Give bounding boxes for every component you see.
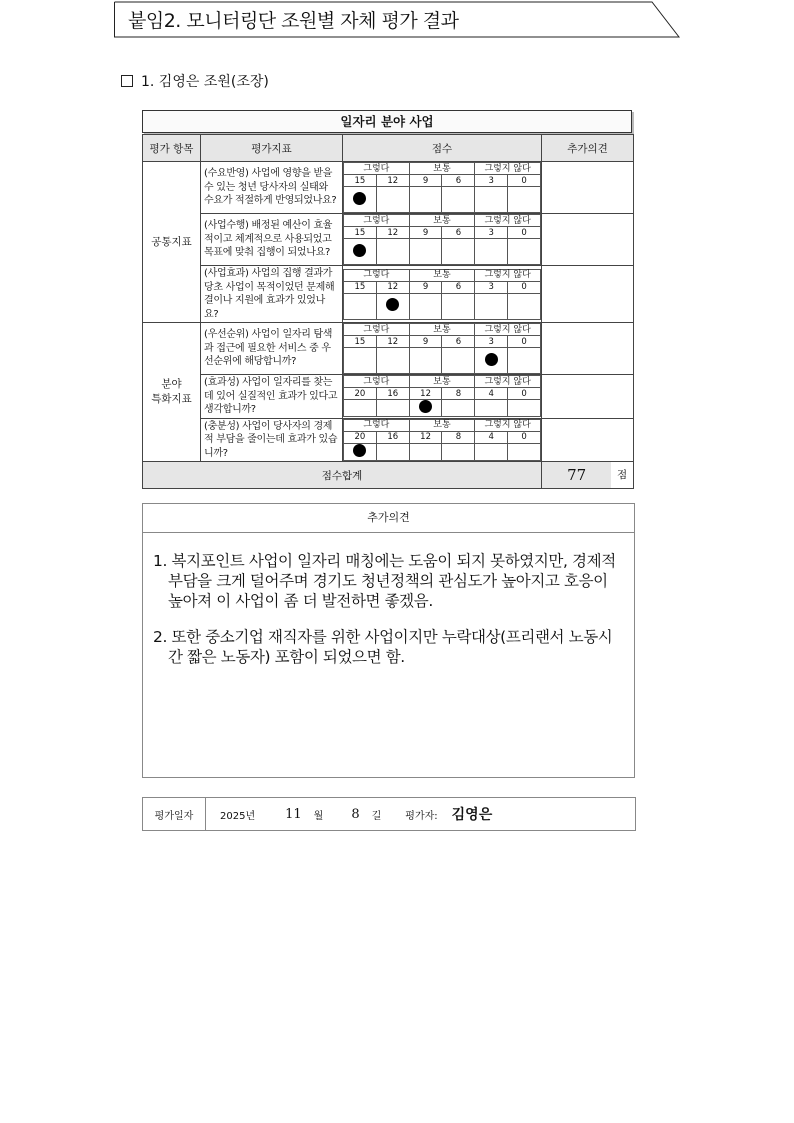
scale-label-disagree: 그렇지 않다 — [475, 215, 541, 227]
score-scale-cell — [343, 214, 542, 266]
score-scale-cell — [343, 162, 542, 214]
scale-label-agree: 그렇다 — [344, 419, 410, 431]
score-scale — [343, 214, 541, 265]
scale-mark-cell[interactable] — [376, 443, 409, 460]
comment-cell[interactable] — [542, 418, 634, 462]
category-label: 특화지표 — [151, 393, 192, 405]
scale-point: 0 — [508, 336, 541, 348]
scale-mark-cell[interactable] — [475, 348, 508, 374]
indicator-text: (충분성) 사업이 당사자의 경제적 부담을 줄이는데 효과가 있습니까? — [201, 418, 343, 462]
scale-point: 6 — [442, 175, 475, 187]
scale-mark-cell[interactable] — [442, 443, 475, 460]
checkbox-square-icon — [121, 75, 133, 87]
scale-point: 9 — [409, 281, 442, 293]
scale-point: 6 — [442, 227, 475, 239]
total-unit: 점 — [611, 462, 633, 488]
scale-mark-cell[interactable] — [442, 293, 475, 319]
comment-cell[interactable] — [542, 266, 634, 323]
scale-label-agree: 그렇다 — [344, 269, 410, 281]
scale-mark-cell[interactable] — [376, 187, 409, 213]
scale-label-disagree: 그렇지 않다 — [475, 269, 541, 281]
scale-mark-cell[interactable] — [442, 187, 475, 213]
date-day: 8 — [351, 806, 360, 822]
score-scale — [343, 162, 541, 213]
comment-cell[interactable] — [542, 323, 634, 375]
date-year: 2025년 — [220, 810, 256, 822]
scale-mark-cell[interactable] — [344, 348, 377, 374]
scale-mark-cell[interactable] — [508, 348, 541, 374]
opinion-heading: 추가의견 — [143, 504, 634, 533]
scale-point: 9 — [409, 175, 442, 187]
document-title: 붙임2. 모니터링단 조원별 자체 평가 결과 — [128, 10, 459, 32]
category-cell — [143, 323, 201, 462]
selected-mark-icon — [419, 400, 432, 413]
document-title-box — [114, 1, 660, 36]
scale-point: 12 — [376, 227, 409, 239]
scale-mark-cell[interactable] — [475, 293, 508, 319]
indicator-text: (효과성) 사업이 일자리를 찾는데 있어 실질적인 효과가 있다고 생각합니까? — [201, 375, 343, 419]
section-title: 일자리 분야 사업 — [142, 110, 632, 133]
scale-mark-cell[interactable] — [409, 400, 442, 417]
scale-label-agree: 그렇다 — [344, 215, 410, 227]
total-score: 77 — [567, 466, 587, 484]
scale-mark-cell[interactable] — [409, 348, 442, 374]
scale-label-agree: 그렇다 — [344, 376, 410, 388]
scale-mark-cell[interactable] — [442, 400, 475, 417]
scale-point: 3 — [475, 281, 508, 293]
scale-point: 4 — [475, 388, 508, 400]
member-label: 1. 김영은 조원(조장) — [141, 74, 269, 90]
indicator-text: (사업수행) 배정된 예산이 효율적이고 체계적으로 사용되었고 목표에 맞춰 집행이 되었나요? — [201, 214, 343, 266]
selected-mark-icon — [353, 244, 366, 257]
col-header-score: 점수 — [343, 135, 542, 162]
scale-mark-cell[interactable] — [344, 400, 377, 417]
scale-mark-cell[interactable] — [442, 239, 475, 265]
scale-point: 6 — [442, 281, 475, 293]
table-row — [143, 162, 634, 214]
scale-mark-cell[interactable] — [442, 348, 475, 374]
comment-cell[interactable] — [542, 375, 634, 419]
score-scale — [343, 419, 541, 461]
scale-mark-cell[interactable] — [344, 293, 377, 319]
scale-point: 12 — [376, 175, 409, 187]
col-header-category: 평가 항목 — [143, 135, 201, 162]
scale-mark-cell[interactable] — [409, 293, 442, 319]
scale-point: 3 — [475, 227, 508, 239]
category-label: 분야 — [161, 378, 182, 390]
date-label: 평가일자 — [143, 798, 206, 830]
total-cell — [542, 462, 634, 489]
scale-point: 12 — [409, 431, 442, 443]
scale-point: 9 — [409, 336, 442, 348]
score-scale — [343, 269, 541, 320]
evaluation-footer — [142, 797, 636, 831]
scale-point: 12 — [409, 388, 442, 400]
scale-point: 15 — [344, 227, 377, 239]
scale-point: 20 — [344, 388, 377, 400]
scale-mark-cell[interactable] — [409, 443, 442, 460]
date-month: 11 — [285, 806, 302, 822]
table-row — [143, 418, 634, 462]
scale-point: 0 — [508, 175, 541, 187]
indicator-text: (수요반영) 사업에 영향을 받을 수 있는 청년 당사자의 실태와 수요가 적절하게 반영되었나요? — [201, 162, 343, 214]
scale-label-disagree: 그렇지 않다 — [475, 163, 541, 175]
scale-point: 8 — [442, 431, 475, 443]
selected-mark-icon — [353, 192, 366, 205]
score-scale — [343, 323, 541, 374]
total-label: 점수합계 — [143, 462, 542, 489]
scale-point: 12 — [376, 336, 409, 348]
score-scale-cell — [343, 266, 542, 323]
score-scale-cell — [343, 323, 542, 375]
scale-label-neutral: 보통 — [409, 419, 475, 431]
scale-point: 8 — [442, 388, 475, 400]
scale-point: 16 — [376, 388, 409, 400]
scale-mark-cell[interactable] — [376, 348, 409, 374]
scale-point: 0 — [508, 388, 541, 400]
additional-opinion-box — [142, 503, 635, 778]
score-scale-cell — [343, 418, 542, 462]
opinion-body — [143, 533, 634, 667]
opinion-paragraph: 1. 복지포인트 사업이 일자리 매칭에는 도움이 되지 못하였지만, 경제적 부담을 크게 덜어주며 경기도 청년정책의 관심도가 높아지고 호응이 높아져 이 사업이 좀 더 발전하면 좋겠음. — [153, 552, 616, 610]
scale-mark-cell[interactable] — [475, 400, 508, 417]
scale-point: 0 — [508, 227, 541, 239]
scale-point: 3 — [475, 175, 508, 187]
category-cell — [143, 162, 201, 323]
scale-mark-cell[interactable] — [344, 187, 377, 213]
scale-mark-cell[interactable] — [508, 187, 541, 213]
scale-mark-cell[interactable] — [344, 443, 377, 460]
scale-label-disagree: 그렇지 않다 — [475, 324, 541, 336]
scale-label-neutral: 보통 — [409, 163, 475, 175]
scale-point: 20 — [344, 431, 377, 443]
table-row — [143, 375, 634, 419]
scale-mark-cell[interactable] — [409, 239, 442, 265]
scale-mark-cell[interactable] — [409, 187, 442, 213]
score-scale — [343, 375, 541, 417]
member-heading — [121, 71, 269, 91]
selected-mark-icon — [386, 298, 399, 311]
selected-mark-icon — [353, 444, 366, 457]
scale-mark-cell[interactable] — [475, 443, 508, 460]
date-day-unit: 길 — [371, 810, 382, 822]
col-header-indicator: 평가지표 — [201, 135, 343, 162]
comment-cell[interactable] — [542, 214, 634, 266]
table-row — [143, 266, 634, 323]
scale-point: 6 — [442, 336, 475, 348]
scale-label-disagree: 그렇지 않다 — [475, 419, 541, 431]
scale-mark-cell[interactable] — [475, 187, 508, 213]
evaluation-table — [142, 134, 634, 489]
scale-mark-cell[interactable] — [508, 239, 541, 265]
scale-point: 16 — [376, 431, 409, 443]
col-header-comment: 추가의견 — [542, 135, 634, 162]
selected-mark-icon — [485, 353, 498, 366]
category-label: 공통지표 — [151, 235, 192, 248]
scale-mark-cell[interactable] — [508, 293, 541, 319]
opinion-paragraph: 2. 또한 중소기업 재직자를 위한 사업이지만 누락대상(프리랜서 노동시간 짧은 노동자) 포함이 되었으면 함. — [153, 628, 613, 666]
scale-label-disagree: 그렇지 않다 — [475, 376, 541, 388]
date-month-unit: 월 — [313, 810, 324, 822]
evaluator-name: 김영은 — [451, 807, 493, 823]
scale-point: 15 — [344, 175, 377, 187]
scale-label-neutral: 보통 — [409, 269, 475, 281]
comment-cell[interactable] — [542, 162, 634, 214]
scale-point: 15 — [344, 336, 377, 348]
scale-mark-cell[interactable] — [344, 239, 377, 265]
scale-mark-cell[interactable] — [376, 400, 409, 417]
scale-mark-cell[interactable] — [376, 239, 409, 265]
score-scale-cell — [343, 375, 542, 419]
scale-point: 3 — [475, 336, 508, 348]
scale-mark-cell[interactable] — [376, 293, 409, 319]
scale-point: 9 — [409, 227, 442, 239]
table-row — [143, 323, 634, 375]
scale-label-neutral: 보통 — [409, 376, 475, 388]
scale-mark-cell[interactable] — [508, 443, 541, 460]
table-row — [143, 214, 634, 266]
scale-point: 4 — [475, 431, 508, 443]
scale-point: 12 — [376, 281, 409, 293]
evaluator-label: 평가자: — [405, 810, 438, 822]
scale-point: 0 — [508, 281, 541, 293]
scale-label-agree: 그렇다 — [344, 324, 410, 336]
scale-point: 15 — [344, 281, 377, 293]
scale-label-agree: 그렇다 — [344, 163, 410, 175]
scale-mark-cell[interactable] — [475, 239, 508, 265]
indicator-text: (우선순위) 사업이 일자리 탐색과 접근에 필요한 서비스 중 우선순위에 해당합니까? — [201, 323, 343, 375]
indicator-text: (사업효과) 사업의 집행 결과가 당초 사업이 목적이었던 문제해결이나 지원에 효과가 있었나요? — [201, 266, 343, 323]
scale-point: 0 — [508, 431, 541, 443]
scale-label-neutral: 보통 — [409, 324, 475, 336]
scale-mark-cell[interactable] — [508, 400, 541, 417]
scale-label-neutral: 보통 — [409, 215, 475, 227]
